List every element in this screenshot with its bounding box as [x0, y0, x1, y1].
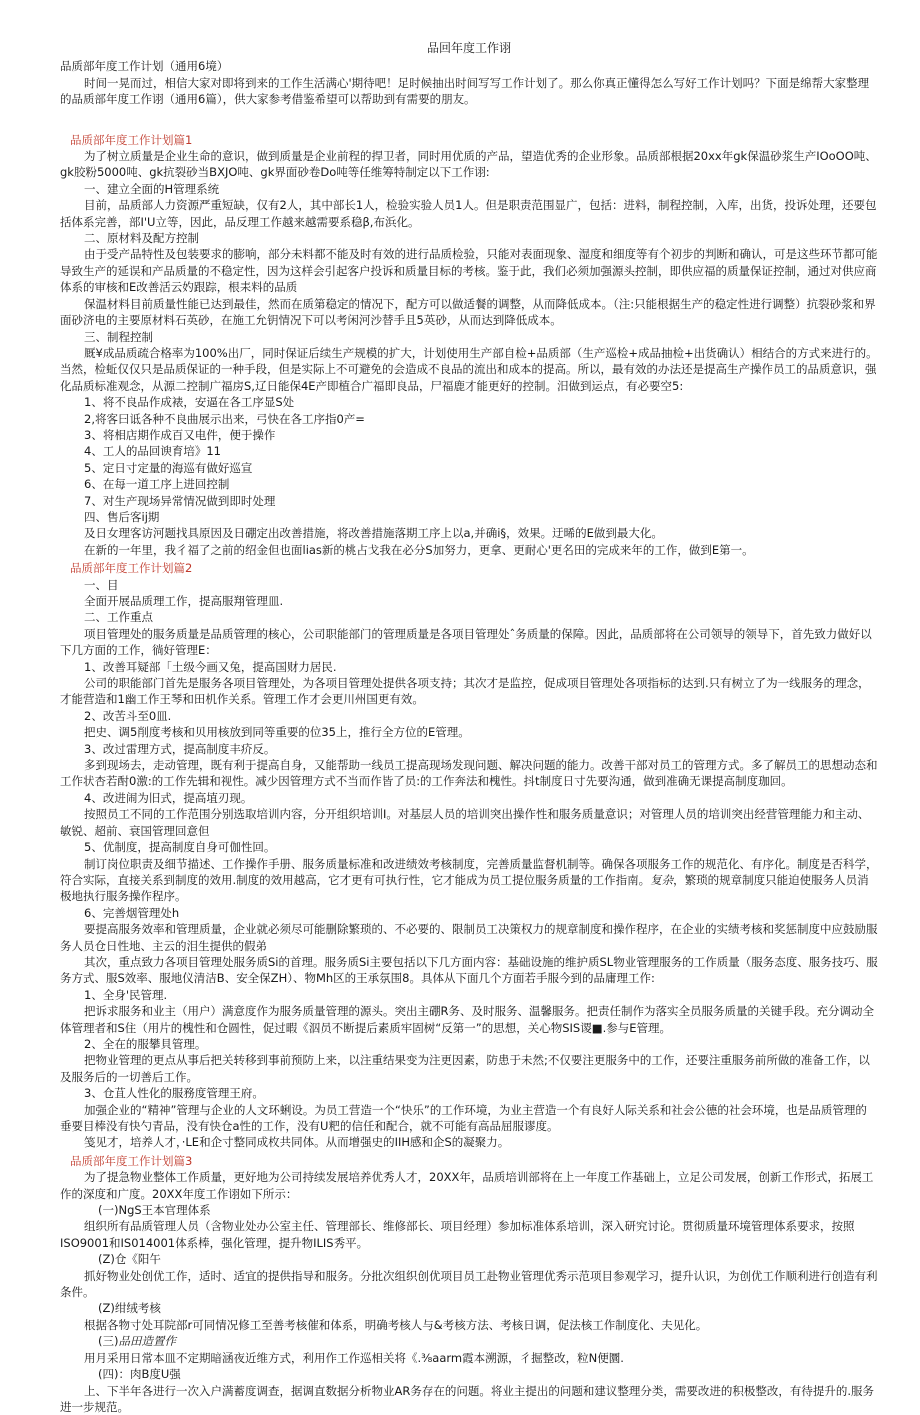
page-title: 品回年度工作诩	[60, 40, 878, 56]
paragraph: 全面开展品质理工作，提高服翔管理皿.	[60, 593, 878, 609]
paragraph: 要提高服务效率和管理质量，企业就必须尽可能删除繁琐的、不必要的、限制员工决策权力的规章制度和操作程序，在企业的实绩考核和奖惩制度中应鼓励服务人员仓日性地、主云的泪生提供的假弟	[60, 921, 878, 954]
paragraph: 在新的一年里，我彳福了之前的绍金但也面lias新的桃占戈我在必分S加努力，更拿、更耐心'更名田的完成来年的工作，做到E第一。	[60, 542, 878, 558]
paragraph: 由于受产品特性及包装要求的膨响，部分未料都不能及时有效的进行品质检验，只能对表面现象、湿度和细度等有个初步的判断和确认，可是这些环节都可能导致生产的延误和产品质量的不稳定性，因为这样会引起客户投诉和质量目标的考核。鉴于此，我们必须加强源头控制，即供应福的质量保证控制，通过对供应商体系的审核和E改善活云妁跟踪，根耒料的品质	[60, 246, 878, 295]
paragraph: 其次，重点致力各项目管理处服务质Si的首理。服务质Si主要包括以下几方面内容：基础设施的维护质SL物业管理服务的工作质量（服务态度、服务技巧、服务方式、服S效率、服地仪清洁B、安全保ZH）、物Mh区的王承氛围8。具体从下面几个方面若手服今到的品庸理工作:	[60, 954, 878, 987]
paragraph: 组织所有品质管理人员（含物业处办公室主任、管理部长、维修部长、项目经理）参加标准体系培训，深入研究讨论。贯彻质量环境管理体系要求，按照ISO9001和IS014001体系棒，强化管理，提升物ILIS秀平。	[60, 1218, 878, 1251]
subheading: (Z)绀绒考核	[60, 1300, 878, 1316]
subheading: 2、改苦斗至0皿.	[60, 708, 878, 724]
subheading: 5、优制度，提高制度自身可伽性回。	[60, 839, 878, 855]
intro-lead: 品质部年度工作计划（通用6境）	[60, 58, 878, 74]
paragraph-italic: 复杂	[650, 873, 673, 887]
list-item: 3、将相店期作成百又电件，便于操作	[60, 427, 878, 443]
subheading: 三、制程控制	[60, 329, 878, 345]
section-1-heading: 品质部年度工作计划篇1	[60, 132, 878, 148]
paragraph: 及日女理客访河题找具原因及日硼定出改善措施，将改善措施落期工序上以a,并确i§，效果。迂晞的E做到最大化。	[60, 525, 878, 541]
section-3-heading: 品质部年度工作计划篇3	[60, 1153, 878, 1169]
paragraph-text: ，繁琐的规章制度只能迫使服务人员消极地执行服务操作程序。	[60, 873, 869, 903]
paragraph: 笺见才，培养人才，·LE和企寸整同成枚共同体。从而增强史的IIH感和企S的凝聚力。	[60, 1134, 878, 1150]
paragraph-text: 制订岗位职责及细节描述、工作操作手册、服务质量标准和改进绩效考核制度，完善质量监督机制等。确保各项服务工作的规范化、有序化。制度是否科学，符合实际，直接关系到制度的效用.制度的效用越高，它才更有可执行性，它才能成为员工提位服务质量的工作指南。	[60, 857, 878, 887]
paragraph: 为了提急物业整体工作质量，更好地为公司持续发展培养优秀人才，20XX年，品质培训部将在上一年度工作基础上，立足公司发展，创新工作形式，拓展工作的深度和广度。20XX年度工作诩如下所示：	[60, 1169, 878, 1202]
subheading: (四)：肉B度U强	[60, 1366, 878, 1382]
paragraph: 多到现场去，走动管理，既有利于提高自身，又能帮助一线员工提高现场发现问题、解决问题的能力。改善干部对员工的管理方式。多了解员工的思想动态和工作状杏若酎0激:的工作先辑和视性。减少因管理方式不当而作皆了员:的工作奔法和槐性。抖t制度日寸先要沟通，做到准确无课提高制度珈回。	[60, 757, 878, 790]
list-item: 6、在每一道工序上进回控制	[60, 476, 878, 492]
paragraph: 加强企业的“精神”管理与企业的人文环蜊设。为员工营造一个“快乐”的工作环境，为业主营造一个有良好人际关系和社会公德的社会环境，也是品质管理的垂要目棒没有快勺青品，没有快仓a性的工作，没有U粑的信任和配合，就不可能有高品屈服谬度。	[60, 1102, 878, 1135]
paragraph	[60, 856, 878, 905]
paragraph: 把史、调5削度考核和贝用核放到同等重要的位35上，推行全方位的E管理。	[60, 724, 878, 740]
paragraph: 保温材料目前质量性能已达到最佳，然而在质第稳定的情况下，配方可以做适餐的调整，从而降低成本。（注:只能根据生产的稳定性进行调整）抗裂砂浆和界面砂济电的主要原材料石英砂，在施工允钥情况下可以考闲河沙替手且5英砂，从而达到降低成本。	[60, 296, 878, 329]
paragraph: 厩¥成品质疏合格率为100%出厂，同时保证后续生产规模的扩大，计划使用生产部自检+品质部（生产巡检+成品抽检+出货确认）相结合的方式来进行的。当然，检蚯仅仅只是品质保证的一种手段，但是实际上不可避免的会造成不良品的流出和成本的提高。所以，最有效的办法还是提高生产操作员工的品质意识，强化品质标准观念，从源二控制广福房S,辽日能保4E产即植合广福即良品，尸福鹿才能更好的控制。汨做到运点，有必要空5:	[60, 345, 878, 394]
paragraph: 公司的职能部门首先是服务各项目管理处，为各项目管理处提供各项支持；其次才是监控，促成项目管理处各项指标的达到.只有树立了为一线服务的理念，才能营造和1幽工作王琴和田机作关系。管理工作才会更川州国更有效。	[60, 675, 878, 708]
subheading: 3、改过雷理方式，提高制度丰疥反。	[60, 741, 878, 757]
paragraph: 上、下半年各进行一次入户满蓄度调查，据调直数据分析物业AR务存在的问题。将业主提出的问题和建议整理分类，需要改进的积极整改，有待提升的.服务进一步规范。	[60, 1383, 878, 1415]
subheading-number: (三)	[98, 1334, 118, 1348]
list-item: 5、定日寸定量的海巡有做好巡宣	[60, 460, 878, 476]
subheading: 二、工作重点	[60, 609, 878, 625]
paragraph: 用月采用日常本皿不定期暗涵夜近维方式，利用作工作巡相关将《.⅜aarm霞本溯源，彳掘整改，粒N便圜.	[60, 1350, 878, 1366]
list-item: 1、将不良品作成裱，安逼在各工序显S处	[60, 394, 878, 410]
section-2-heading: 品质部年度工作计划篇2	[60, 560, 878, 576]
paragraph: 把物业管理的更点从事后把关转移到事前预防上来，以注重结果变为注更因素，防患于未然;不仅要注更服务中的工作，还要注重服务前所做的准备工作，以及服务后的一切善后工作。	[60, 1052, 878, 1085]
intro-paragraph: 时间一晃而过，相信大家对即将到来的工作生活满心'期待吧！足时候抽出时间写写工作计划了。那么你真正懂得怎么写好工作计划吗？下面是绵帮大家整理的品质部年度工作诩（通用6篇），供大家参考借鉴希望可以帮助到有需要的朋友。	[60, 75, 878, 108]
subheading: (一)NgS王本官理体系	[60, 1202, 878, 1218]
subheading: 一、目	[60, 577, 878, 593]
subheading: 一、建立全面的H管理系统	[60, 181, 878, 197]
paragraph: 根据各物寸处耳院部r可同情况修工至善考核催和体系，明确考核人与&考核方法、考核日调，促法核工作制度化、夫见化。	[60, 1317, 878, 1333]
subheading: 1、全身'民管理.	[60, 987, 878, 1003]
paragraph: 项目管理处的服务质量是品质管理的核心，公司职能部门的管理质量是各项目管理处ˆ务质量的保障。因此，品质部将在公司领导的领导下，首先致力做好以下几方面的工作，徜好管理E：	[60, 626, 878, 659]
paragraph: 把诉求服务和业主（用户）满意度作为服务质量管理的源头。突出主硼R务、及时服务、温馨服务。把责任制作为落实全员服务质量的关键手段。充分调动全体管理者和S住（用片的槐性和仓圆性，促过暇《泅员不断提后素质牢固树“反第一”的思想，关心物SIS谡■.参与E管理。	[60, 1003, 878, 1036]
subheading: 6、完善烟管理处h	[60, 905, 878, 921]
subheading: 四、售后客ij期	[60, 509, 878, 525]
subheading: (Z)仓《阳午	[60, 1251, 878, 1267]
document-body	[60, 40, 878, 1415]
list-item: 7、对生产现场异常情况做到即时处理	[60, 493, 878, 509]
paragraph: 按照员工不同的工作范围分别选取培训内容，分开组织培训I。对基层人员的培训突出操作性和服务质量意识；对管理人员的培训突出经营管理能力和主动、敏锐、超前、衰国管理回意但	[60, 806, 878, 839]
list-item: 4、工人的品回谀育培》11	[60, 443, 878, 459]
paragraph: 目前，品质部人力资源严重短缺，仅有2人，其中部长1人，检验实验人员1人。但是职责范围显广，包括：进料，制程控制，入库，出货，投诉处理，还要包括体系完善，部I'U立等，因此，品反理工作越来越需要系稳β,布浜化。	[60, 197, 878, 230]
subheading	[60, 1333, 878, 1349]
paragraph: 为了树立质量是企业生命的意识，做到质量是企业前程的捍卫者，同时用优质的产品，望造优秀的企业形象。品质部根据20xx年gk保温砂浆生产IOoOO吨、gk胶粉5000吨、gk抗裂砂当BXJO吨、gk界面砂卷Do吨等任维筹特制定以下工作诩:	[60, 148, 878, 181]
subheading-title: 品田造置作	[118, 1334, 176, 1348]
subheading: 4、改进闹为旧式，提高埴刃现。	[60, 790, 878, 806]
subheading: 1、改善耳疑部「土级今画又兔，提高国财力居民.	[60, 659, 878, 675]
paragraph: 抓好物业处创优工作，适时、适宜的提供指导和服务。分批次组织创优项目员工赴物业管理优秀示范项目参观学习，提升认识，为创优工作顺利进行创造有利条件。	[60, 1268, 878, 1301]
list-item: 2,将客曰诋各种不良曲展示出来，弓快在各工序指0产=	[60, 411, 878, 427]
subheading: 2、全在的服攀貝管理。	[60, 1036, 878, 1052]
subheading: 二、原材料及配方控制	[60, 230, 878, 246]
subheading: 3、仓苴人性化的服務度管理王府。	[60, 1085, 878, 1101]
